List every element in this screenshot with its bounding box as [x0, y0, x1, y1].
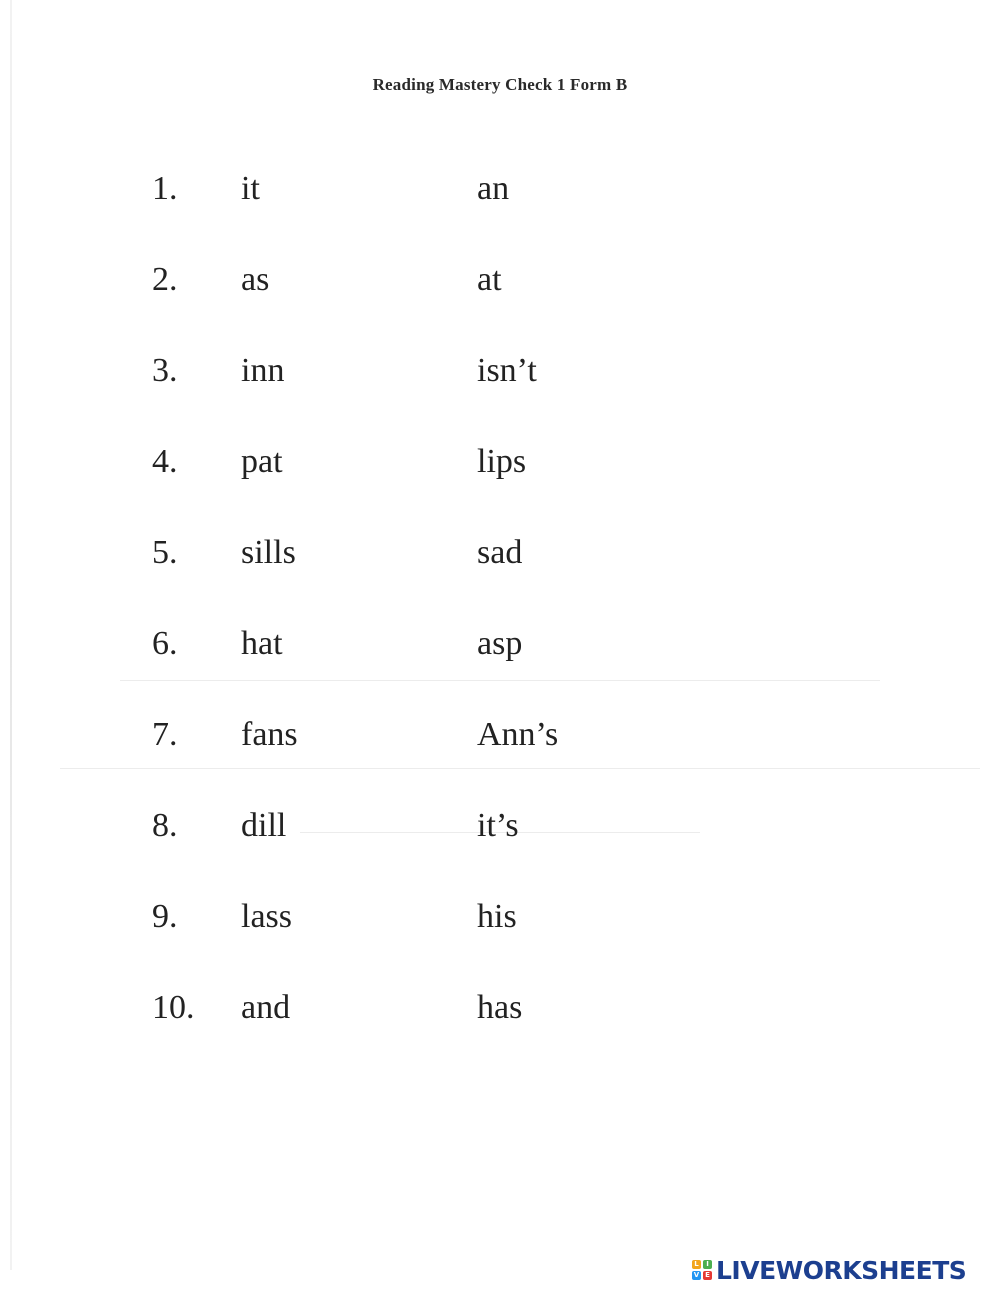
row-number: 1. [152, 170, 178, 207]
row-number: 9. [152, 898, 178, 935]
word-left: and [241, 989, 291, 1026]
row-number: 8. [152, 807, 178, 844]
scan-streak [120, 680, 880, 681]
word-right: his [477, 898, 517, 935]
word-row [0, 892, 1000, 942]
word-left: dill [241, 807, 287, 844]
word-right: Ann’s [477, 716, 559, 753]
row-number: 7. [152, 716, 178, 753]
row-number: 10. [152, 989, 195, 1026]
logo-tile: L [692, 1260, 701, 1269]
scan-streak [60, 768, 980, 769]
row-number: 5. [152, 534, 178, 571]
word-right: it’s [477, 807, 519, 844]
word-right: at [477, 261, 502, 298]
word-left: pat [241, 443, 283, 480]
row-number: 6. [152, 625, 178, 662]
word-row [0, 255, 1000, 305]
word-row [0, 437, 1000, 487]
logo-text: LIVEWORKSHEETS [716, 1255, 967, 1285]
logo-grid-icon [692, 1260, 712, 1280]
word-right: lips [477, 443, 527, 480]
word-right: asp [477, 625, 523, 662]
word-right: isn’t [477, 352, 537, 389]
word-left: inn [241, 352, 285, 389]
row-number: 4. [152, 443, 178, 480]
word-row [0, 619, 1000, 669]
word-left: it [241, 170, 260, 207]
logo-tile: I [703, 1260, 712, 1269]
word-row [0, 346, 1000, 396]
logo-tile: V [693, 1271, 700, 1279]
word-row [0, 164, 1000, 214]
word-row [0, 528, 1000, 578]
word-row [0, 983, 1000, 1033]
row-number: 2. [152, 261, 178, 298]
word-left: as [241, 261, 270, 298]
page-title: Reading Mastery Check 1 Form B [372, 75, 628, 94]
word-row [0, 801, 1000, 851]
word-left: hat [241, 625, 283, 662]
row-number: 3. [152, 352, 178, 389]
logo-tile: E [703, 1271, 712, 1280]
word-right: an [477, 170, 510, 207]
liveworksheets-logo[interactable] [692, 1255, 966, 1285]
word-left: fans [241, 716, 298, 753]
word-left: sills [241, 534, 296, 571]
word-right: sad [477, 534, 523, 571]
word-left: lass [241, 898, 292, 935]
word-row [0, 710, 1000, 760]
word-right: has [477, 989, 523, 1026]
